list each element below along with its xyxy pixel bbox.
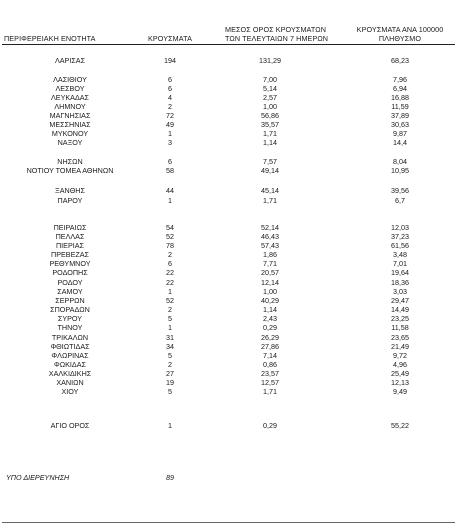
region-name: ΛΑΡΙΣΑΣ [54,56,86,65]
header-avg-line1: ΜΕΣΟΣ ΟΡΟΣ ΚΡΟΥΣΜΑΤΩΝ [225,25,327,34]
cases-value: 1 [168,421,172,430]
cases-value: 54 [166,223,174,232]
avg-value: 0,86 [263,360,277,369]
region-name: ΠΕΛΛΑΣ [55,232,85,241]
avg-value: 5,14 [263,84,277,93]
cases-value: 22 [166,278,174,287]
table-row [0,305,457,314]
cases-value: 1 [168,287,172,296]
avg-value: 40,29 [261,296,279,305]
cases-value: 194 [164,56,176,65]
table-row [0,287,457,296]
avg-value: 1,71 [263,196,277,205]
header-rate-line2: ΠΛΗΘΥΣΜΟ [378,34,422,43]
cases-value: 49 [166,120,174,129]
avg-value: 23,57 [261,369,279,378]
avg-value: 20,57 [261,268,279,277]
cases-value: 22 [166,268,174,277]
rate-value: 11,58 [391,323,409,332]
table-row [0,369,457,378]
cases-value: 19 [166,378,174,387]
rate-value: 19,64 [391,268,409,277]
table-row [0,378,457,387]
cases-value: 78 [166,241,174,250]
region-name: ΧΑΝΙΩΝ [56,378,84,387]
table-row [0,360,457,369]
region-name: ΦΩΚΙΔΑΣ [54,360,86,369]
rate-value: 3,48 [393,250,407,259]
avg-value: 57,43 [261,241,279,250]
table-row [0,223,457,232]
table-row [0,351,457,360]
avg-value: 7,71 [263,259,277,268]
table-row [0,166,457,175]
avg-value: 1,00 [263,287,277,296]
avg-value: 12,14 [261,278,279,287]
rate-value: 6,94 [393,84,407,93]
table-row [0,84,457,93]
table-row [0,421,457,430]
region-name: ΜΕΣΣΗΝΙΑΣ [49,120,91,129]
rate-value: 23,65 [391,333,409,342]
region-name: ΣΕΡΡΩΝ [55,296,85,305]
region-name: ΤΡΙΚΑΛΩΝ [51,333,89,342]
avg-value: 46,43 [261,232,279,241]
region-name: ΝΟΤΙΟΥ ΤΟΜΕΑ ΑΘΗΝΩΝ [26,166,114,175]
rate-value: 37,23 [391,232,409,241]
region-name: ΝΑΞΟΥ [57,138,83,147]
cases-value: 2 [168,360,172,369]
table-row [0,314,457,323]
table-row [0,323,457,332]
rate-value: 14,49 [391,305,409,314]
cases-value: 2 [168,305,172,314]
rate-value: 6,7 [395,196,405,205]
rate-value: 18,36 [391,278,409,287]
header-region: ΠΕΡΙΦΕΡΕΙΑΚΗ ΕΝΟΤΗΤΑ [4,34,96,43]
rate-value: 23,25 [391,314,409,323]
avg-value: 27,86 [261,342,279,351]
rate-value: 9,87 [393,129,407,138]
rate-value: 16,88 [391,93,409,102]
table-row [0,102,457,111]
region-name: ΤΗΝΟΥ [57,323,83,332]
cases-value: 1 [168,129,172,138]
region-name: ΑΓΙΟ ΟΡΟΣ [50,421,90,430]
cases-value: 5 [168,387,172,396]
avg-value: 1,86 [263,250,277,259]
avg-value: 131,29 [259,56,281,65]
rate-value: 30,63 [391,120,409,129]
region-name: ΡΟΔΟΠΗΣ [52,268,88,277]
cases-value: 6 [168,75,172,84]
header-rate-line1: ΚΡΟΥΣΜΑΤΑ ΑΝΑ 100000 [356,25,444,34]
cases-value: 52 [166,232,174,241]
region-name: ΧΙΟΥ [61,387,79,396]
table-row [0,259,457,268]
table-row [0,120,457,129]
table-row [0,268,457,277]
header-cases: ΚΡΟΥΣΜΑΤΑ [148,34,192,43]
cases-value: 4 [168,93,172,102]
avg-value: 1,14 [263,138,277,147]
cases-value: 3 [168,138,172,147]
rate-value: 39,56 [391,186,409,195]
region-name: ΦΛΩΡΙΝΑΣ [51,351,89,360]
region-name: ΠΑΡΟΥ [57,196,83,205]
rate-value: 8,04 [393,157,407,166]
rate-value: 11,59 [391,102,409,111]
region-name: ΣΥΡΟΥ [57,314,83,323]
avg-value: 52,14 [261,223,279,232]
table-row [0,93,457,102]
table-row [0,342,457,351]
rate-value: 12,03 [391,223,409,232]
rate-value: 14,4 [393,138,407,147]
avg-value: 35,57 [261,120,279,129]
table-row [0,138,457,147]
region-name: ΛΑΣΙΘΙΟΥ [53,75,87,84]
avg-value: 7,00 [263,75,277,84]
cases-value: 6 [168,157,172,166]
rate-value: 25,49 [391,369,409,378]
cases-value: 6 [168,84,172,93]
region-name: ΜΑΓΝΗΣΙΑΣ [49,111,91,120]
region-name: ΦΘΙΩΤΙΔΑΣ [50,342,90,351]
header-divider [2,44,455,45]
header-avg-line2: ΤΩΝ ΤΕΛΕΥΤΑΙΩΝ 7 ΗΜΕΡΩΝ [225,34,329,43]
cases-value: 2 [168,102,172,111]
table-row [0,278,457,287]
table-row [0,241,457,250]
avg-value: 7,57 [263,157,277,166]
region-name: ΡΟΔΟΥ [57,278,83,287]
cases-value: 44 [166,186,174,195]
rate-value: 29,47 [391,296,409,305]
region-name: ΧΑΛΚΙΔΙΚΗΣ [48,369,92,378]
avg-value: 0,29 [263,421,277,430]
rate-value: 3,03 [393,287,407,296]
table-row [0,250,457,259]
rate-value: 7,01 [393,259,407,268]
cases-value: 72 [166,111,174,120]
avg-value: 7,14 [263,351,277,360]
avg-value: 2,57 [263,93,277,102]
rate-value: 12,13 [391,378,409,387]
table-row [0,333,457,342]
region-name: ΛΕΥΚΑΔΑΣ [50,93,89,102]
avg-value: 49,14 [261,166,279,175]
region-name: ΠΕΙΡΑΙΩΣ [53,223,87,232]
cases-value: 2 [168,250,172,259]
rate-value: 7,96 [393,75,407,84]
avg-value: 56,86 [261,111,279,120]
cases-value: 6 [168,259,172,268]
table-row [0,296,457,305]
region-name: ΡΕΘΥΜΝΟΥ [49,259,91,268]
cases-value: 52 [166,296,174,305]
avg-value: 45,14 [261,186,279,195]
region-name: ΞΑΝΘΗΣ [55,186,85,195]
table-row [0,56,457,65]
cases-value: 58 [166,166,174,175]
table-row [0,129,457,138]
table-row [0,196,457,205]
rate-value: 4,96 [393,360,407,369]
table-row [0,111,457,120]
avg-value: 26,29 [261,333,279,342]
rate-value: 37,89 [391,111,409,120]
region-name: ΛΗΜΝΟΥ [54,102,86,111]
avg-value: 1,71 [263,387,277,396]
rate-value: 55,22 [391,421,409,430]
region-name: ΣΑΜΟΥ [57,287,83,296]
avg-value: 1,14 [263,305,277,314]
cases-value: 1 [168,323,172,332]
avg-value: 1,00 [263,102,277,111]
table-row [0,186,457,195]
table-row [0,387,457,396]
cases-value: 34 [166,342,174,351]
region-name: ΜΥΚΟΝΟΥ [51,129,89,138]
rate-value: 10,95 [391,166,409,175]
table-row [0,75,457,84]
cases-value: 5 [168,314,172,323]
rate-value: 9,49 [393,387,407,396]
avg-value: 12,57 [261,378,279,387]
bottom-divider [2,522,455,523]
rate-value: 21,49 [391,342,409,351]
region-name: ΠΙΕΡΙΑΣ [55,241,84,250]
footer-cases: 89 [166,473,174,482]
cases-value: 31 [166,333,174,342]
footer-label: ΥΠΟ ΔΙΕΡΕΥΝΗΣΗ [6,473,70,482]
table-row [0,157,457,166]
avg-value: 0,29 [263,323,277,332]
rate-value: 68,23 [391,56,409,65]
cases-value: 5 [168,351,172,360]
cases-value: 27 [166,369,174,378]
avg-value: 1,71 [263,129,277,138]
region-name: ΛΕΣΒΟΥ [55,84,85,93]
avg-value: 2,43 [263,314,277,323]
region-name: ΝΗΣΩΝ [57,157,83,166]
region-name: ΠΡΕΒΕΖΑΣ [51,250,89,259]
table-row [0,232,457,241]
rate-value: 9,72 [393,351,407,360]
rate-value: 61,56 [391,241,409,250]
cases-value: 1 [168,196,172,205]
region-name: ΣΠΟΡΑΔΩΝ [50,305,90,314]
